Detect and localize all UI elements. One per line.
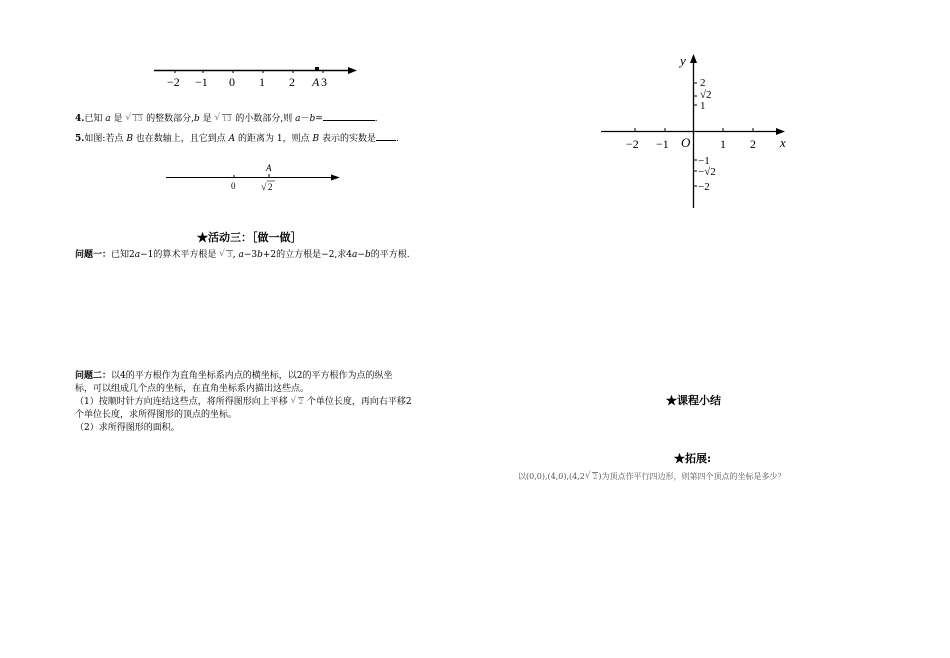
number-line-1 — [150, 62, 365, 92]
tick-label: 1 — [259, 75, 265, 89]
problem-label: 问题一： — [75, 250, 112, 260]
origin-label: O — [681, 135, 691, 150]
x-tick-label: 1 — [720, 137, 726, 151]
sqrt-symbol: √ — [261, 182, 267, 193]
sqrt-2: √ 2 — [291, 396, 304, 409]
y-tick-label: 2 — [700, 77, 706, 89]
tick-label: 2 — [289, 75, 295, 89]
tick-label: −1 — [195, 75, 208, 89]
number-line-2 — [160, 160, 350, 194]
sqrt-2: √ 2 — [585, 471, 598, 484]
expand-question: 以(0,0),(4,0),(4,2√ 2)为顶点作平行四边形，则第四个顶点的坐标是多少？ — [518, 470, 785, 484]
question-number: 5. — [75, 134, 85, 144]
tick-label: 3 — [321, 75, 327, 89]
y-tick-label: −√2 — [698, 166, 716, 178]
point-a-marker — [315, 67, 319, 71]
sqrt-13: √ 13 — [125, 113, 143, 126]
x-tick-label: −1 — [656, 137, 669, 151]
sqrt-13: √ 13 — [215, 113, 233, 126]
problem-2 — [75, 370, 412, 435]
x-tick-label: −2 — [626, 137, 639, 151]
problem-2-line-4: 个单位长度，求所得图形的顶点的坐标。 — [75, 410, 238, 420]
tick-label: −2 — [167, 75, 180, 89]
problem-2-line-5: （2）求所得图形的面积。 — [75, 423, 180, 433]
problem-2-line-1: 问题二：以4的平方根作为直角坐标系内点的横坐标，以2的平方根作为点的纵坐 — [75, 371, 393, 381]
answer-blank[interactable] — [376, 140, 396, 141]
x-tick-label: 2 — [750, 137, 756, 151]
y-tick-label: 1 — [700, 100, 706, 112]
activity-3-heading: ★活动三：［做一做］ — [197, 231, 302, 244]
y-tick-label: −1 — [698, 155, 710, 167]
sqrt-3: √ 3 — [219, 249, 232, 262]
answer-blank[interactable] — [323, 120, 375, 121]
question-4: 4.已知 a 是 √ 13 的整数部分,b 是 √ 13 的小数部分,则 a－b= . — [75, 113, 378, 126]
problem-label: 问题二： — [75, 371, 112, 381]
problem-1: 问题一：已知2a−1的算术平方根是 √ 3, a−3b+2的立方根是−2,求4a−b的平方根. — [75, 249, 410, 262]
question-number: 4. — [75, 114, 85, 124]
x-axis-label: x — [780, 135, 786, 150]
problem-2-line-2: 标，可以组成几个点的坐标，在直角坐标系内描出这些点。 — [75, 384, 310, 394]
problem-2-line-3: （1）按顺时针方向连结这些点，将所得图形向上平移 √ 2 个单位长度，再向右平移2 — [75, 396, 412, 409]
y-axis-label: y — [680, 53, 686, 68]
tick-label: 0 — [231, 181, 236, 191]
question-5: 5.如图:若点 B 也在数轴上，且它到点 A 的距离为 1，则点 B 表示的实数是 . — [75, 134, 399, 144]
coordinate-system — [595, 48, 800, 213]
course-summary-heading: ★课程小结 — [666, 394, 721, 407]
point-label: A — [266, 163, 272, 173]
expand-heading: ★拓展: — [674, 452, 712, 465]
tick-label: 0 — [229, 75, 235, 89]
point-label: A — [312, 75, 320, 89]
y-tick-label: √2 — [700, 89, 712, 101]
tick-label: 2 — [268, 182, 273, 192]
y-tick-label: −2 — [698, 181, 710, 193]
